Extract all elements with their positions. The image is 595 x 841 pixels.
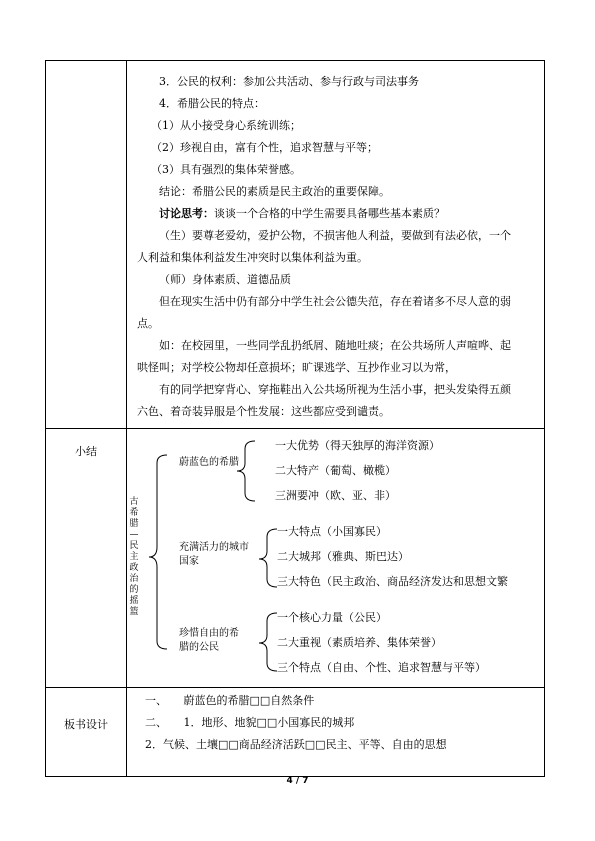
summary-label: 小结	[75, 445, 97, 458]
branch-name-1: 蔚蓝色的希腊	[179, 457, 239, 468]
branch-2-item-1: 一大特点（小国寡民）	[277, 525, 387, 538]
citizen-rights-line: 3．公民的权利：参加公共活动、参与行政与司法事务	[159, 75, 419, 88]
board-design-row	[46, 688, 545, 777]
branch-3-item-3: 三个特点（自由、个性、追求智慧与平等）	[277, 661, 486, 674]
branch-3-item-2: 二大重视（素质培养、集体荣誉）	[277, 636, 442, 649]
mindmap-root-title: 古希腊—民主政治的摇篮	[129, 497, 139, 617]
trait-item-3: （3）具有强烈的集体荣誉感。	[151, 163, 301, 176]
citizen-traits-heading: 4．希腊公民的特点：	[159, 97, 265, 110]
discussion-question: 谈谈一个合格的中学生需要具备哪些基本素质？	[214, 207, 445, 220]
dress-line-1: 有的同学把穿背心、穿拖鞋出入公共场所视为生活小事，把头发染得五颜	[159, 383, 511, 396]
example-line-2: 哄怪叫；对学校公物却任意损坏；旷课逃学、互抄作业习以为常，	[137, 361, 456, 374]
trait-item-2: （2）珍视自由，富有个性，追求智慧与平等；	[151, 141, 378, 154]
summary-label-cell	[46, 429, 127, 688]
lesson-row	[46, 61, 545, 429]
main-brace	[149, 455, 167, 649]
dress-line-2: 六色、着奇装异服是个性发展：这些都应受到谴责。	[137, 405, 390, 418]
branch-1-item-1: 一大优势（得天独厚的海洋资源）	[275, 439, 440, 452]
board-content-cell	[127, 688, 545, 777]
board-line-2: 二、 1．地形、地貌□□小国寡民的城邦	[145, 716, 355, 729]
branch-name-3: 珍惜自由的希腊的公民	[179, 628, 239, 653]
summary-content-cell	[127, 429, 545, 688]
board-label: 板书设计	[64, 718, 108, 731]
conclusion-line: 结论：希腊公民的素质是民主政治的重要保障。	[159, 185, 390, 198]
branch-1-item-2: 二大特产（葡萄、橄榄）	[275, 464, 396, 477]
branch-1-brace	[237, 441, 255, 501]
branch-name-2: 充满活力的城市国家	[179, 542, 249, 567]
branch-2-item-3: 三大特色（民主政治、商品经济发达和思想文繁	[277, 575, 508, 588]
branch-3-item-1: 一个核心力量（公民）	[277, 611, 387, 624]
board-label-cell	[46, 688, 127, 777]
lesson-content-cell	[127, 61, 545, 429]
summary-mindmap	[127, 429, 547, 687]
branch-3-brace	[259, 613, 277, 671]
lesson-label-cell	[46, 61, 127, 429]
student-answer-line-1: （生）要尊老爱幼，爱护公物，不损害他人利益，要做到有法必依，一个	[159, 229, 511, 242]
discussion-line	[137, 203, 538, 225]
branch-2-item-2: 二大城邦（雅典、斯巴达）	[277, 550, 409, 563]
discussion-label: 讨论思考：	[159, 207, 214, 220]
page-number: 4 / 7	[286, 776, 309, 786]
trait-item-1: （1）从小接受身心系统训练；	[151, 119, 301, 132]
reality-line-2: 点。	[137, 317, 159, 330]
branch-1-item-3: 三洲要冲（欧、亚、非）	[275, 489, 396, 502]
branch-2-brace	[259, 529, 277, 587]
lesson-plan-table	[45, 60, 545, 777]
board-line-3: 2．气候、土壤□□商品经济活跃□□民主、平等、自由的思想	[145, 738, 447, 751]
summary-row	[46, 429, 545, 688]
student-answer-line-2: 人利益和集体利益发生冲突时以集体利益为重。	[137, 251, 368, 264]
teacher-answer-line: （师）身体素质、道德品质	[159, 273, 291, 286]
example-line-1: 如：在校园里，一些同学乱扔纸屑、随地吐痰；在公共场所人声喧哗、起	[159, 339, 511, 352]
board-line-1: 一、 蔚蓝色的希腊□□自然条件	[145, 694, 315, 707]
reality-line-1: 但在现实生活中仍有部分中学生社会公德失范，存在着诸多不尽人意的弱	[159, 295, 511, 308]
